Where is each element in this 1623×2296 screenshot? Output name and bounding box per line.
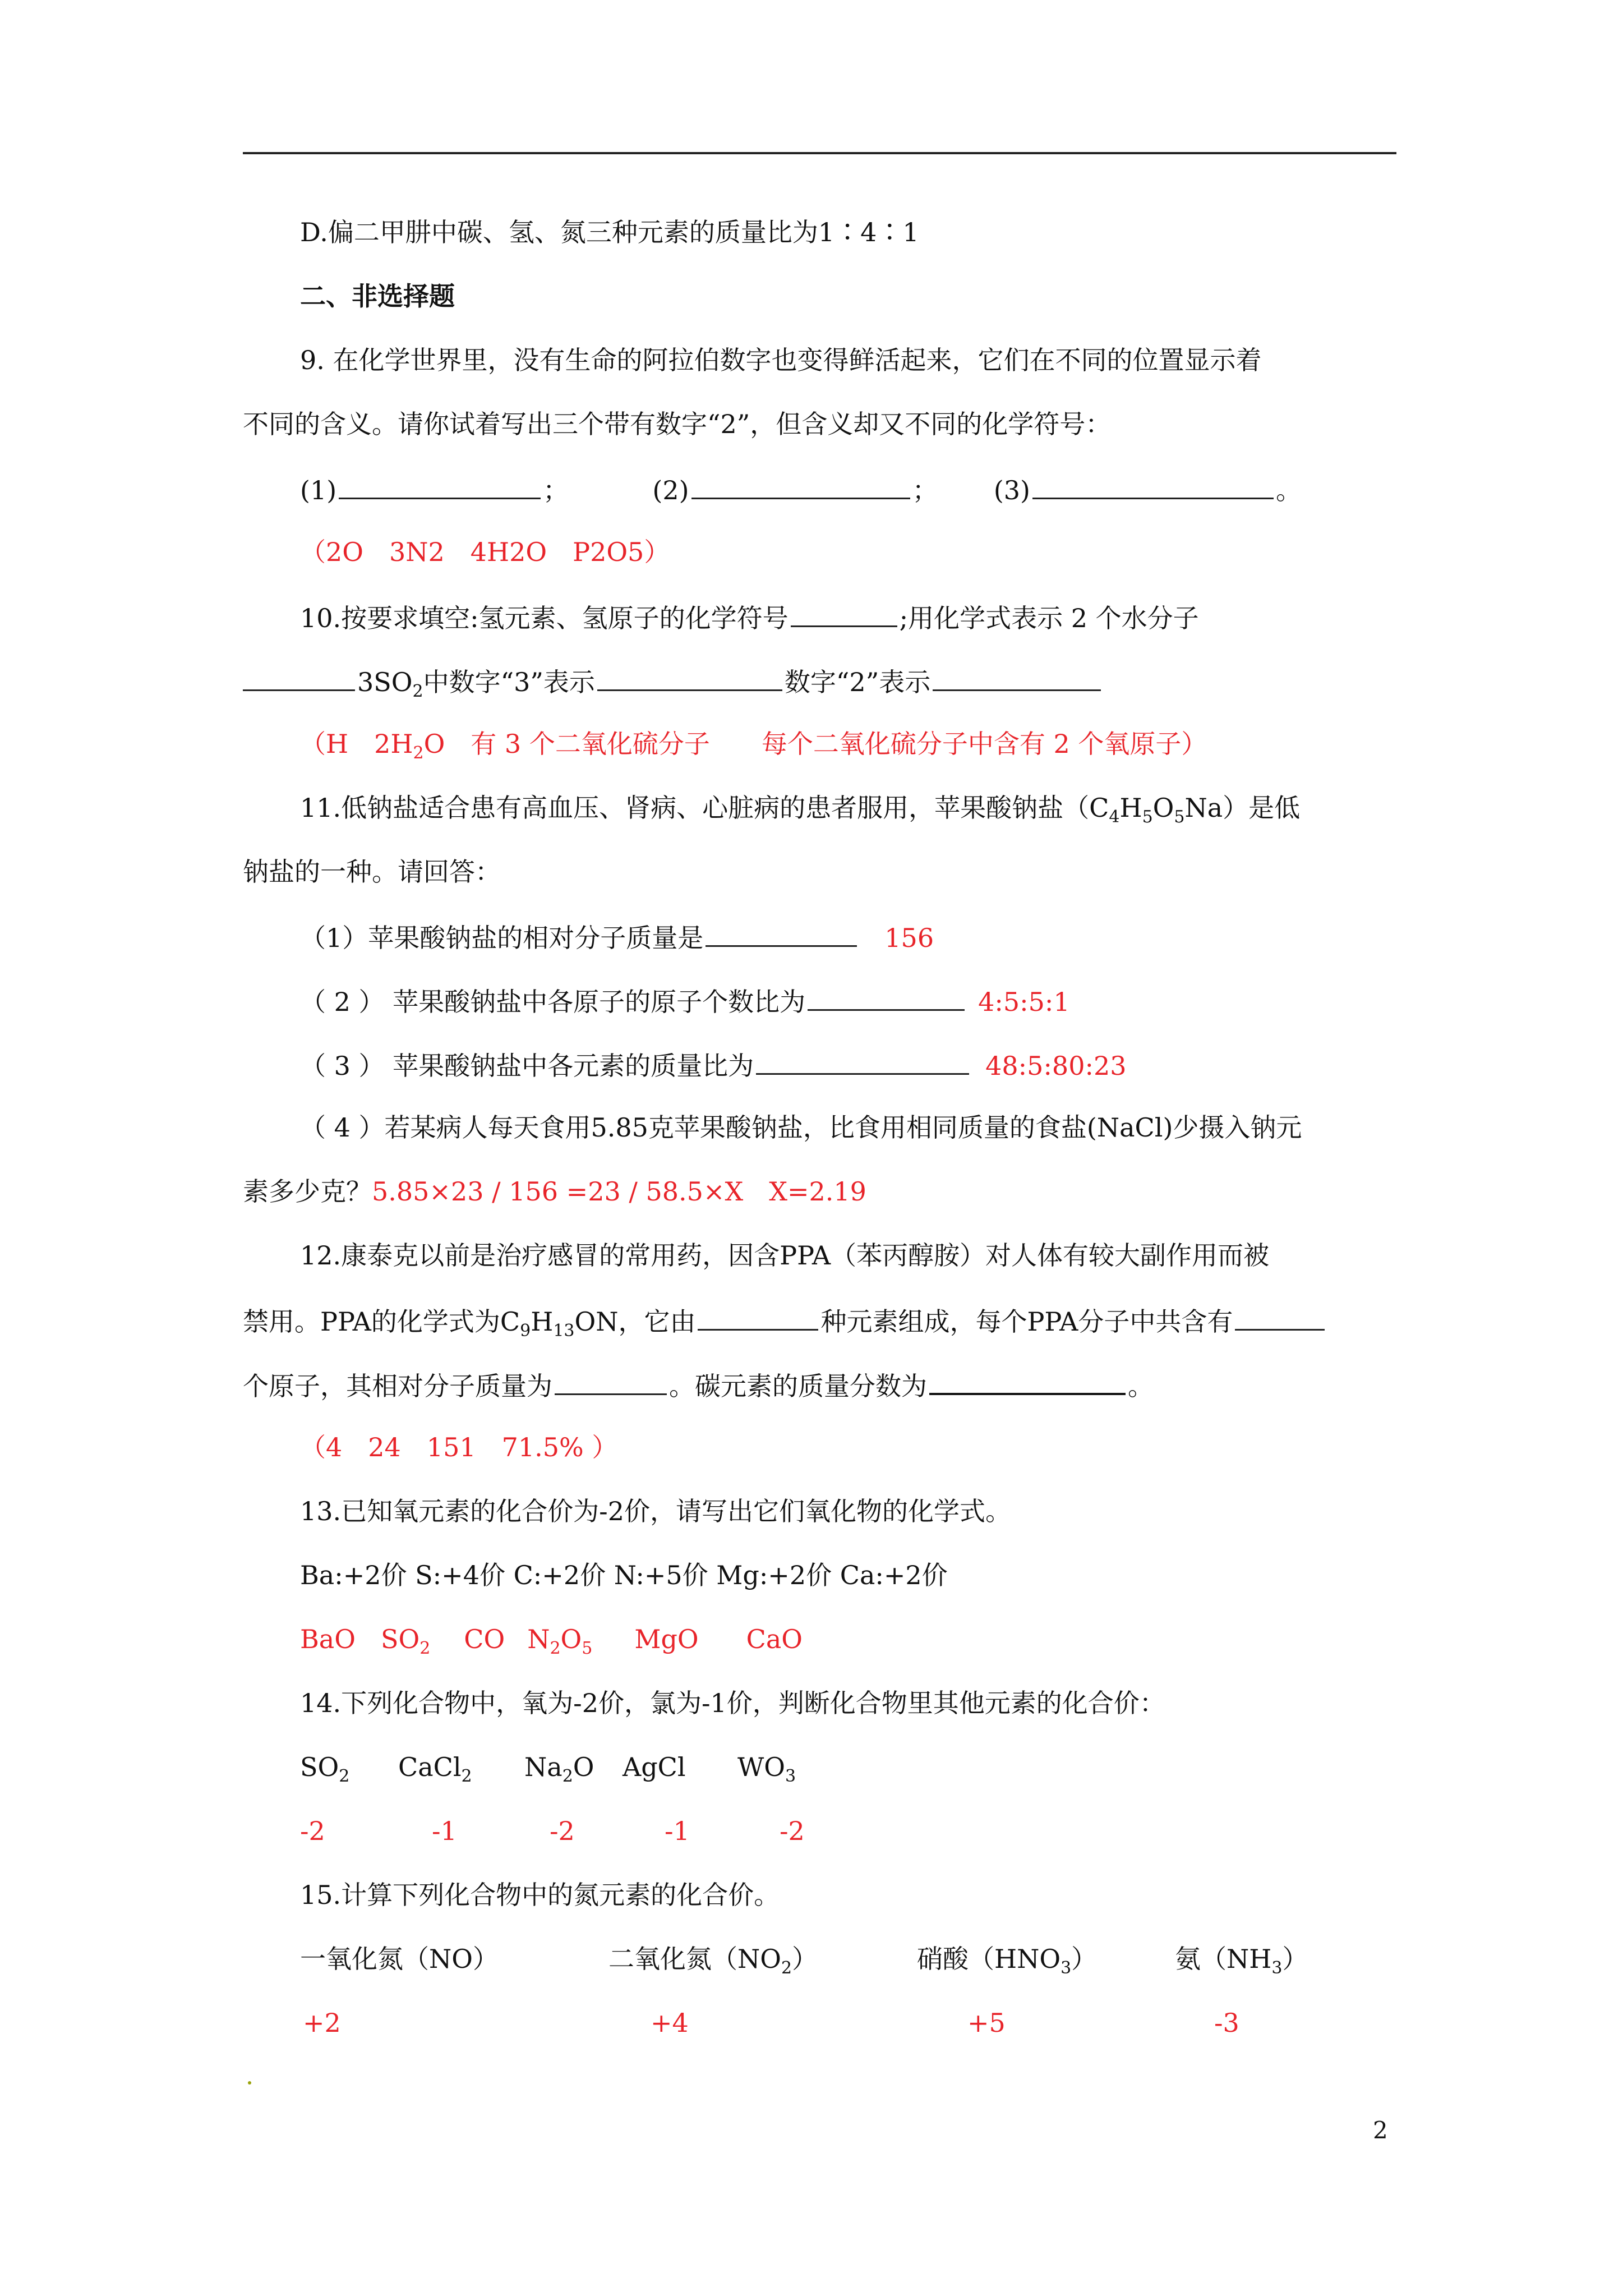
q14-c5: WO xyxy=(737,1752,785,1782)
q12-sub-2: 13 xyxy=(553,1321,575,1341)
q11-h: H xyxy=(1119,793,1142,823)
q10-line2 xyxy=(243,667,1103,701)
q10-text-b: ;用化学式表示 2 个水分子 xyxy=(899,603,1199,633)
q13-ans-so-sub: 2 xyxy=(419,1639,431,1658)
q13-answers xyxy=(300,1624,803,1658)
stray-mark xyxy=(248,2081,251,2085)
q12-blank-4[interactable] xyxy=(929,1370,1126,1395)
q10-blank-1[interactable] xyxy=(791,603,897,627)
q14-c3-sub: 2 xyxy=(562,1766,573,1786)
q10-line1 xyxy=(300,603,1199,631)
q11-line2: 钠盐的一种。请回答： xyxy=(243,857,501,887)
q12-text-e: 。碳元素的质量分数为 xyxy=(669,1371,927,1401)
header-rule xyxy=(243,152,1396,154)
q10-answer xyxy=(300,729,1207,763)
q11-part2 xyxy=(300,987,1070,1015)
q13-ans-n: N xyxy=(527,1624,550,1654)
q14-c1-sub: 2 xyxy=(339,1766,350,1786)
q12-line2 xyxy=(243,1306,1327,1341)
q10-text-a: 10.按要求填空:氢元素、氢原子的化学符号 xyxy=(300,603,789,633)
q12-text-f: 。 xyxy=(1128,1371,1154,1401)
q12-text-d: 个原子，其相对分子质量为 xyxy=(243,1371,552,1401)
section-heading: 二、非选择题 xyxy=(300,281,455,311)
q13-ans-co: CO xyxy=(464,1624,505,1654)
q14-c1: SO xyxy=(300,1752,339,1782)
q14-c2: CaCl xyxy=(398,1752,462,1782)
q9-blank-1[interactable] xyxy=(339,475,541,499)
q15-compound-1: 一氧化氮（NO） xyxy=(300,1944,499,1974)
q14-compound-3 xyxy=(524,1752,594,1786)
q13-line2: Ba:+2价 S:+4价 C:+2价 N:+5价 Mg:+2价 Ca:+2价 xyxy=(300,1560,948,1590)
q14-c2-sub: 2 xyxy=(461,1766,472,1786)
q11-part1 xyxy=(300,923,934,951)
q13-ans-cao: CaO xyxy=(746,1624,803,1654)
q14-value-5: -2 xyxy=(780,1816,805,1846)
q8-option-d: D.偏二甲肼中碳、氢、氮三种元素的质量比为1∶4∶1 xyxy=(300,217,919,247)
q11-answer-2: 4:5:5:1 xyxy=(978,987,1070,1017)
q9-answer: （2O 3N2 4H2O P2O5） xyxy=(300,537,670,567)
q13-ans-o-sub: 5 xyxy=(582,1639,593,1658)
q11-line1 xyxy=(300,793,1301,827)
q14-value-1: -2 xyxy=(300,1816,325,1846)
q12-blank-1[interactable] xyxy=(698,1306,818,1331)
q15-n2a: 二氧化氮（NO xyxy=(608,1944,781,1974)
q10-sub: 2 xyxy=(412,682,423,701)
q11-blank-2[interactable] xyxy=(808,987,965,1011)
q9-b2-label: (2) xyxy=(652,475,689,505)
q11-p4b: 素多少克？ xyxy=(243,1176,372,1207)
q15-value-3: +5 xyxy=(967,2008,1006,2038)
q10-answer-a: （H 2H xyxy=(300,729,413,759)
q12-line1: 12.康泰克以前是治疗感冒的常用药，因含PPA（苯丙醇胺）对人体有较大副作用而被 xyxy=(300,1240,1270,1271)
q9-line1: 9. 在化学世界里，没有生命的阿拉伯数字也变得鲜活起来，它们在不同的位置显示着 xyxy=(300,345,1262,375)
q10-answer-sub: 2 xyxy=(413,743,424,763)
q13-line1: 13.已知氧元素的化合价为-2价，请写出它们氧化物的化学式。 xyxy=(300,1496,1011,1526)
q9-b1-label: (1) xyxy=(300,475,337,505)
q14-value-4: -1 xyxy=(665,1816,690,1846)
q13-ans-mgo: MgO xyxy=(634,1624,699,1654)
q11-sub-1: 4 xyxy=(1109,807,1120,827)
q14-compound-1 xyxy=(300,1752,350,1786)
q12-text-b: ON，它由 xyxy=(574,1306,696,1337)
q15-n4a: 氨（NH xyxy=(1175,1944,1272,1974)
q11-blank-1[interactable] xyxy=(706,923,857,947)
q12-blank-2[interactable] xyxy=(1235,1306,1325,1331)
q15-n3b: ） xyxy=(1071,1944,1098,1974)
q11-answer-1: 156 xyxy=(884,923,934,953)
q14-c5-sub: 3 xyxy=(785,1766,796,1786)
q11-p3: （ 3 ） 苹果酸钠盐中各元素的质量比为 xyxy=(300,1051,754,1081)
page-number: 2 xyxy=(1373,2116,1388,2144)
q9-b3-end: 。 xyxy=(1276,475,1302,505)
q10-text-d: 数字“2”表示 xyxy=(784,667,931,697)
q15-value-1: +2 xyxy=(303,2008,341,2038)
q11-blank-3[interactable] xyxy=(756,1051,969,1075)
q15-n4b: ） xyxy=(1282,1944,1308,1974)
q15-compound-3 xyxy=(917,1944,1098,1978)
q15-n2b: ） xyxy=(792,1944,818,1974)
q11-p2: （ 2 ） 苹果酸钠盐中各原子的原子个数比为 xyxy=(300,987,806,1017)
q10-3so: 3SO xyxy=(357,667,413,697)
q10-blank-2[interactable] xyxy=(243,667,355,691)
q15-value-2: +4 xyxy=(651,2008,689,2038)
q15-value-4: -3 xyxy=(1214,2008,1239,2038)
q15-n3a: 硝酸（HNO xyxy=(917,1944,1061,1974)
q15-compound-4 xyxy=(1175,1944,1308,1978)
q11-sub-3: 5 xyxy=(1174,807,1185,827)
q15-line1: 15.计算下列化合物中的氮元素的化合价。 xyxy=(300,1880,780,1910)
q13-ans-bao: BaO xyxy=(300,1624,356,1654)
q9-b1-end: ； xyxy=(543,475,569,505)
q11-part4b xyxy=(243,1176,866,1207)
q14-c3a: Na xyxy=(524,1752,562,1782)
q11-sub-2: 5 xyxy=(1142,807,1153,827)
q15-compound-2 xyxy=(608,1944,818,1978)
q15-n3-sub: 3 xyxy=(1061,1958,1072,1978)
q14-value-2: -1 xyxy=(432,1816,457,1846)
q11-text-b: Na）是低 xyxy=(1184,793,1301,823)
q13-ans-o: O xyxy=(560,1624,582,1654)
q11-part4: （ 4 ）若某病人每天食用5.85克苹果酸钠盐，比食用相同质量的食盐(NaCl)少摄入钠元 xyxy=(300,1112,1302,1143)
q12-blank-3[interactable] xyxy=(555,1371,667,1395)
q14-compound-4: AgCl xyxy=(623,1752,686,1782)
q11-answer-4: 5.85×23 / 156 =23 / 58.5×X X=2.19 xyxy=(372,1176,866,1207)
q14-value-3: -2 xyxy=(550,1816,575,1846)
q13-ans-so: SO xyxy=(380,1624,420,1654)
q12-sub-1: 9 xyxy=(520,1321,531,1341)
q12-text-c: 种元素组成，每个PPA分子中共含有 xyxy=(820,1306,1233,1337)
q15-n4-sub: 3 xyxy=(1271,1958,1283,1978)
q10-blank-3[interactable] xyxy=(597,667,782,691)
q12-text-a: 禁用。PPA的化学式为C xyxy=(243,1306,520,1337)
q15-n2-sub: 2 xyxy=(781,1958,792,1978)
q14-compound-2 xyxy=(398,1752,472,1786)
q10-text-c: 中数字“3”表示 xyxy=(423,667,595,697)
q9-blanks xyxy=(300,475,1302,503)
q14-line1: 14.下列化合物中，氧为-2价，氯为-1价，判断化合物里其他元素的化合价： xyxy=(300,1688,1165,1718)
q9-blank-3[interactable] xyxy=(1032,475,1274,499)
q11-part3 xyxy=(300,1051,1127,1079)
q9-blank-2[interactable] xyxy=(691,475,910,499)
q12-h: H xyxy=(531,1306,554,1337)
q9-line2: 不同的含义。请你试着写出三个带有数字“2”，但含义却又不同的化学符号： xyxy=(243,409,1112,439)
q12-line3 xyxy=(243,1370,1154,1399)
q14-c3b: O xyxy=(573,1752,594,1782)
q11-text-a: 11.低钠盐适合患有高血压、肾病、心脏病的患者服用，苹果酸钠盐（C xyxy=(300,793,1109,823)
q11-o: O xyxy=(1152,793,1174,823)
q9-b2-end: ； xyxy=(912,475,938,505)
q13-ans-n-sub: 2 xyxy=(550,1639,561,1658)
q12-answer: （4 24 151 71.5% ） xyxy=(300,1432,618,1462)
q10-answer-b: O 有 3 个二氧化硫分子 每个二氧化硫分子中含有 2 个氧原子） xyxy=(423,729,1207,759)
q14-compound-5 xyxy=(737,1752,796,1786)
q9-b3-label: (3) xyxy=(993,475,1031,505)
q10-blank-4[interactable] xyxy=(933,667,1101,691)
q11-answer-3: 48:5:80:23 xyxy=(985,1051,1127,1081)
q11-p1: （1）苹果酸钠盐的相对分子质量是 xyxy=(300,923,704,953)
